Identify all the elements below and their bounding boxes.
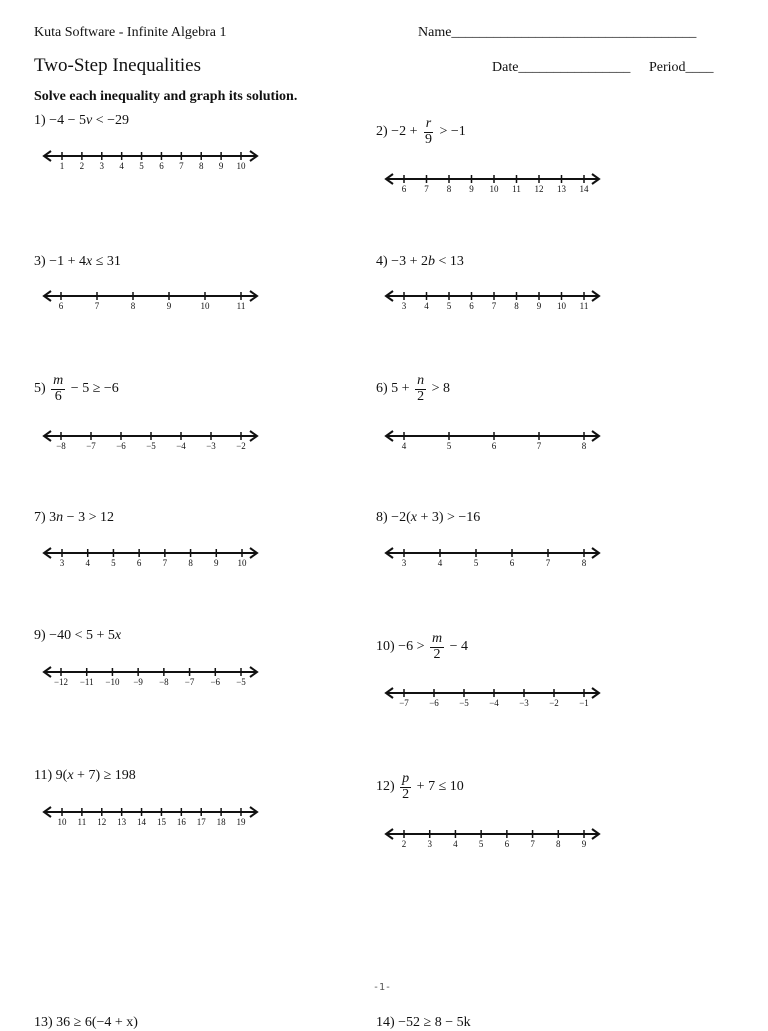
inequality bbox=[49, 113, 129, 129]
problem-2 bbox=[376, 117, 466, 161]
problem-6 bbox=[376, 374, 450, 418]
tick-label: 6 bbox=[491, 441, 497, 451]
tick-label: 14 bbox=[137, 817, 147, 827]
tick-label: 7 bbox=[424, 184, 429, 194]
problem-5 bbox=[34, 374, 119, 418]
instructions: Solve each inequality and graph its solution. bbox=[34, 89, 298, 104]
tick-label: 11 bbox=[236, 301, 246, 311]
variable: n bbox=[56, 510, 64, 525]
tick-label: 9 bbox=[218, 161, 224, 171]
tick-label: −11 bbox=[79, 677, 94, 687]
tick-label: 4 bbox=[401, 441, 407, 451]
tick-label: −12 bbox=[53, 677, 69, 687]
number-line bbox=[42, 288, 259, 310]
variable: x bbox=[85, 254, 93, 269]
tick-label: 6 bbox=[469, 301, 474, 311]
problem-number: 3) bbox=[34, 254, 46, 270]
inequality bbox=[391, 117, 466, 147]
expr-text: < 13 bbox=[434, 254, 464, 269]
tick-label: 12 bbox=[97, 817, 107, 827]
fraction-numerator: r bbox=[425, 116, 432, 131]
fraction-denominator: 6 bbox=[54, 388, 62, 404]
fraction-denominator: 2 bbox=[402, 786, 410, 802]
tick-label: 9 bbox=[166, 301, 172, 311]
inequality bbox=[49, 254, 121, 270]
expr-text: −40 < 5 + 5 bbox=[49, 628, 115, 643]
tick-label: 4 bbox=[85, 558, 90, 568]
tick-label: −2 bbox=[549, 698, 559, 708]
tick-label: 11 bbox=[512, 184, 521, 194]
worksheet-title: Two-Step Inequalities bbox=[34, 55, 201, 76]
tick-label: 6 bbox=[136, 558, 142, 568]
expr-text: − 4 bbox=[446, 639, 468, 655]
tick-label: 8 bbox=[556, 839, 561, 849]
tick-label: 8 bbox=[581, 441, 587, 451]
tick-label: 7 bbox=[162, 558, 168, 568]
expr-text: −3 + 2 bbox=[391, 254, 428, 269]
fraction bbox=[423, 117, 434, 147]
tick-label: 6 bbox=[58, 301, 64, 311]
problem-number: 6) bbox=[376, 381, 388, 397]
tick-label: −10 bbox=[105, 677, 120, 687]
tick-label: 8 bbox=[446, 184, 452, 194]
number-line bbox=[384, 826, 601, 848]
tick-label: 7 bbox=[491, 301, 497, 311]
inequality bbox=[398, 632, 468, 662]
fraction-numerator: m bbox=[53, 373, 64, 388]
inequality bbox=[391, 510, 480, 526]
problem-number: 8) bbox=[376, 510, 388, 526]
tick-label: −8 bbox=[56, 441, 66, 451]
tick-label: 10 bbox=[237, 558, 247, 568]
expr-text: −6 > bbox=[398, 639, 428, 655]
date-field[interactable]: Date________________ bbox=[492, 60, 631, 75]
problem-number: 11) bbox=[34, 768, 53, 784]
expr-text: −4 − 5 bbox=[49, 113, 86, 128]
expr-text: + 7) ≥ 198 bbox=[73, 768, 136, 783]
tick-label: 7 bbox=[94, 301, 100, 311]
tick-label: 13 bbox=[117, 817, 127, 827]
tick-label: 19 bbox=[236, 817, 246, 827]
fraction-numerator: m bbox=[431, 631, 443, 646]
tick-label: 11 bbox=[579, 301, 589, 311]
tick-label: −1 bbox=[579, 698, 589, 708]
fraction bbox=[51, 374, 65, 404]
number-line bbox=[42, 664, 259, 686]
tick-label: 1 bbox=[59, 161, 65, 171]
variable: x bbox=[114, 628, 122, 643]
tick-label: 9 bbox=[214, 558, 219, 568]
tick-label: 8 bbox=[188, 558, 193, 568]
tick-label: −4 bbox=[176, 441, 186, 451]
page-number: -1- bbox=[373, 982, 392, 993]
tick-label: 3 bbox=[401, 558, 407, 568]
tick-label: 11 bbox=[77, 817, 87, 827]
tick-label: 4 bbox=[453, 839, 458, 849]
tick-label: −8 bbox=[159, 677, 169, 687]
inequality bbox=[49, 374, 119, 404]
number-line bbox=[42, 804, 259, 826]
problem-number: 5) bbox=[34, 381, 46, 397]
variable: v bbox=[85, 113, 93, 128]
tick-label: 6 bbox=[509, 558, 515, 568]
tick-label: 18 bbox=[216, 817, 226, 827]
expr-text: > 8 bbox=[428, 381, 450, 397]
problem-number: 9) bbox=[34, 628, 46, 644]
tick-label: 5 bbox=[446, 441, 452, 451]
expr-text: + 7 ≤ 10 bbox=[413, 779, 464, 795]
tick-label: −3 bbox=[206, 441, 216, 451]
tick-label: 7 bbox=[545, 558, 551, 568]
expr-text: 3 bbox=[49, 510, 57, 525]
tick-label: 5 bbox=[446, 301, 452, 311]
tick-label: −3 bbox=[519, 698, 529, 708]
tick-label: 8 bbox=[130, 301, 136, 311]
fraction-numerator: p bbox=[402, 771, 410, 786]
number-line bbox=[42, 148, 259, 170]
expr-text: + 3) > −16 bbox=[416, 510, 481, 525]
expr-text: − 3 > 12 bbox=[63, 510, 114, 525]
problem-number: 12) bbox=[376, 779, 395, 795]
problem-14-cutoff: 14) −52 ≥ 8 − 5k bbox=[376, 1015, 471, 1030]
tick-label: 3 bbox=[427, 839, 432, 849]
number-line bbox=[384, 545, 601, 567]
tick-label: 8 bbox=[198, 161, 204, 171]
tick-label: 12 bbox=[534, 184, 544, 194]
tick-label: 9 bbox=[536, 301, 542, 311]
tick-label: 2 bbox=[79, 161, 85, 171]
tick-label: −6 bbox=[429, 698, 439, 708]
tick-label: −5 bbox=[459, 698, 469, 708]
expr-text: 9( bbox=[55, 768, 68, 783]
number-line bbox=[384, 685, 601, 707]
expr-text: 5 + bbox=[391, 381, 414, 397]
inequality bbox=[49, 628, 121, 644]
expr-text: < −29 bbox=[92, 113, 129, 128]
tick-label: 8 bbox=[514, 301, 519, 311]
number-line bbox=[384, 171, 601, 193]
number-line bbox=[42, 545, 259, 567]
inequality bbox=[391, 374, 450, 404]
tick-label: 9 bbox=[581, 839, 587, 849]
tick-label: 14 bbox=[579, 184, 589, 194]
tick-label: −7 bbox=[86, 441, 96, 451]
fraction-denominator: 2 bbox=[433, 646, 441, 662]
tick-label: 7 bbox=[536, 441, 542, 451]
tick-label: 16 bbox=[176, 817, 186, 827]
fraction-denominator: 9 bbox=[424, 131, 432, 147]
tick-label: 10 bbox=[557, 301, 566, 311]
tick-label: 3 bbox=[401, 301, 407, 311]
tick-label: 8 bbox=[581, 558, 587, 568]
tick-label: 7 bbox=[179, 161, 184, 171]
tick-label: 5 bbox=[478, 839, 484, 849]
tick-label: 7 bbox=[530, 839, 535, 849]
tick-label: 10 bbox=[489, 184, 499, 194]
tick-label: 6 bbox=[401, 184, 407, 194]
tick-label: −2 bbox=[236, 441, 246, 451]
tick-label: 4 bbox=[437, 558, 443, 568]
tick-label: 4 bbox=[424, 301, 429, 311]
tick-label: 9 bbox=[469, 184, 474, 194]
tick-label: −7 bbox=[399, 698, 409, 708]
inequality bbox=[391, 254, 464, 270]
tick-label: 2 bbox=[401, 839, 407, 849]
name-field[interactable]: Name___________________________________ bbox=[418, 25, 697, 40]
tick-label: 5 bbox=[111, 558, 116, 568]
problem-12 bbox=[376, 772, 464, 816]
tick-label: 6 bbox=[504, 839, 510, 849]
tick-label: −4 bbox=[489, 698, 499, 708]
fraction bbox=[430, 632, 444, 662]
fraction-denominator: 2 bbox=[417, 388, 425, 404]
variable: x bbox=[410, 510, 417, 525]
problem-number: 4) bbox=[376, 254, 388, 270]
tick-label: 6 bbox=[159, 161, 164, 171]
tick-label: 10 bbox=[236, 161, 246, 171]
tick-label: 10 bbox=[200, 301, 210, 311]
tick-label: 3 bbox=[99, 161, 105, 171]
variable: x bbox=[67, 768, 74, 783]
tick-label: 5 bbox=[473, 558, 479, 568]
tick-label: −7 bbox=[184, 677, 195, 687]
tick-label: 10 bbox=[57, 817, 67, 827]
tick-label: 13 bbox=[557, 184, 566, 194]
expr-text: ≤ 31 bbox=[92, 254, 121, 269]
tick-label: −9 bbox=[133, 677, 143, 687]
problem-number: 7) bbox=[34, 510, 46, 526]
tick-label: 4 bbox=[119, 161, 124, 171]
problem-number: 2) bbox=[376, 124, 388, 140]
expr-text: −1 + 4 bbox=[49, 254, 86, 269]
tick-label: 5 bbox=[139, 161, 144, 171]
inequality bbox=[49, 510, 114, 526]
variable: b bbox=[427, 254, 435, 269]
inequality bbox=[398, 772, 464, 802]
period-field[interactable]: Period____ bbox=[649, 60, 714, 75]
tick-label: −5 bbox=[236, 677, 246, 687]
tick-label: 15 bbox=[156, 817, 166, 827]
tick-label: −6 bbox=[116, 441, 126, 451]
expr-text: > −1 bbox=[435, 124, 466, 140]
number-line bbox=[384, 288, 601, 310]
fraction bbox=[415, 374, 426, 404]
expr-text: −2 + bbox=[391, 124, 421, 140]
fraction bbox=[400, 772, 411, 802]
tick-label: −6 bbox=[210, 677, 221, 687]
tick-label: −5 bbox=[146, 441, 156, 451]
number-line bbox=[384, 428, 601, 450]
problem-13-cutoff: 13) 36 ≥ 6(−4 + x) bbox=[34, 1015, 138, 1030]
problem-10 bbox=[376, 632, 468, 676]
expr-text: − 5 ≥ −6 bbox=[67, 381, 119, 397]
number-line bbox=[42, 428, 259, 450]
problem-number: 1) bbox=[34, 113, 46, 129]
publisher-line: Kuta Software - Infinite Algebra 1 bbox=[34, 25, 227, 40]
tick-label: 17 bbox=[196, 817, 206, 827]
inequality bbox=[56, 768, 136, 784]
tick-label: 3 bbox=[59, 558, 65, 568]
problem-number: 10) bbox=[376, 639, 395, 655]
expr-text: −2( bbox=[391, 510, 411, 525]
fraction-numerator: n bbox=[417, 373, 425, 388]
